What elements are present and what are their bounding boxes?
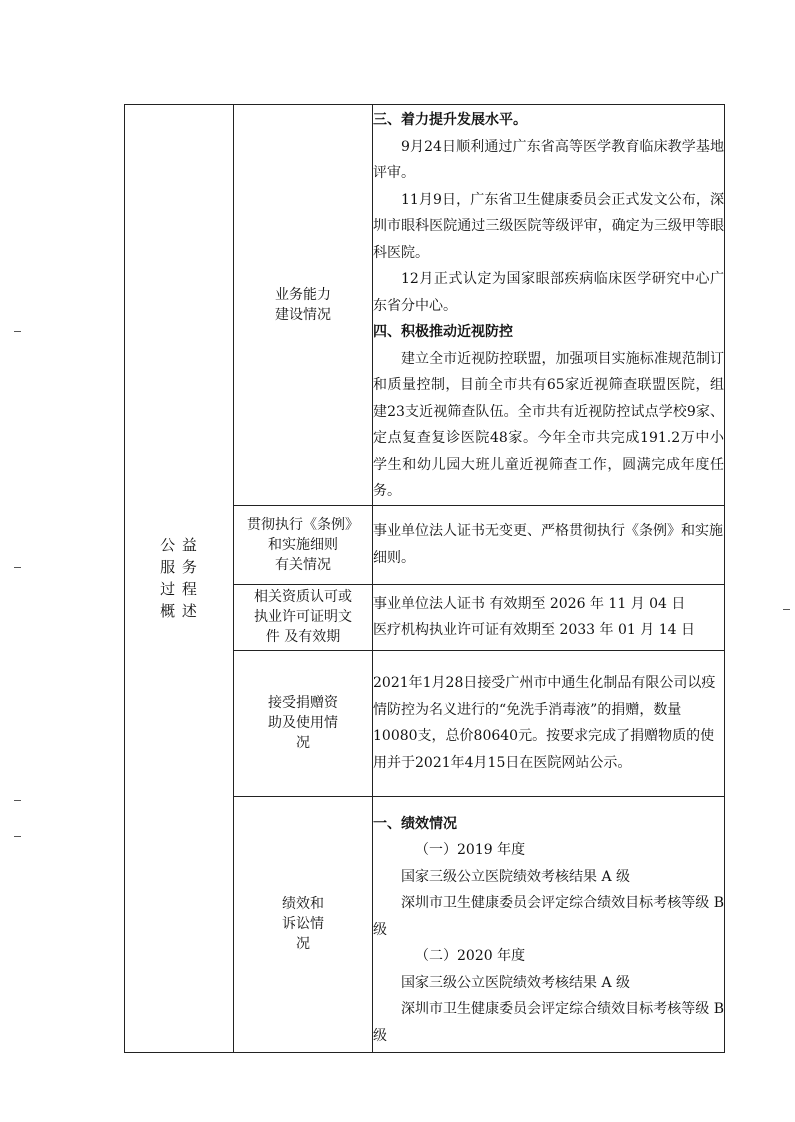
label-donation — [234, 650, 373, 796]
paragraph: 深圳市卫生健康委员会评定综合绩效目标考核等级 B 级 — [373, 895, 724, 938]
license-line: 事业单位法人证书 有效期至 2026 年 11 月 04 日 — [373, 595, 686, 612]
label-line: 执业许可证明文 — [254, 609, 352, 625]
label-line: 诉讼情 — [282, 916, 324, 932]
scan-mark — [14, 567, 21, 568]
paragraph: 9月24日顺利通过广东省高等医学教育临床教学基地评审。 — [373, 138, 724, 181]
paragraph: 国家三级公立医院绩效考核结果 A 级 — [401, 974, 631, 991]
scan-mark — [14, 800, 21, 801]
section-heading: 四、积极推动近视防控 — [373, 324, 513, 340]
label-line: 助及使用情 — [268, 715, 338, 731]
year-heading: （一）2019 年度 — [415, 842, 526, 859]
label-line: 绩效和 — [282, 896, 324, 912]
year-heading: （二）2020 年度 — [415, 948, 526, 965]
outer-label-line: 概 述 — [160, 602, 198, 621]
table-row-business-capacity — [125, 105, 725, 506]
label-line: 接受捐赠资 — [268, 695, 338, 711]
section-heading: 一、绩效情况 — [373, 815, 457, 832]
content-donation — [373, 650, 725, 796]
outer-label-public-service — [125, 105, 234, 1053]
label-regulation — [234, 505, 373, 584]
label-business-capacity — [234, 105, 373, 506]
label-line: 件 及有效期 — [265, 629, 341, 645]
label-line: 况 — [296, 936, 310, 952]
paragraph: 事业单位法人证书无变更、严格贯彻执行《条例》和实施细则。 — [373, 523, 723, 566]
section-heading: 三、着力提升发展水平。 — [373, 112, 527, 128]
content-license — [373, 584, 725, 650]
paragraph: 12月正式认定为国家眼部疾病临床医学研究中心广东省分中心。 — [373, 271, 724, 314]
outer-label-line: 公 益 — [160, 536, 198, 555]
scan-mark — [783, 609, 790, 610]
label-line: 建设情况 — [275, 306, 331, 323]
label-license — [234, 584, 373, 650]
label-line: 况 — [296, 735, 310, 751]
scan-mark — [14, 836, 21, 837]
outer-label-line: 过 程 — [160, 580, 198, 599]
license-line: 医疗机构执业许可证有效期至 2033 年 01 月 14 日 — [373, 622, 695, 638]
paragraph: 建立全市近视防控联盟，加强项目实施标准规范制订和质量控制，目前全市共有65家近视筛查联盟医院，组建23支近视筛查队伍。全市共有近视防控试点学校9家、定点复查复诊医院48家。今年全市共完成191.2万中小学生和幼儿园大班儿童近视筛查工作，圆满完成年度任务。 — [373, 350, 724, 499]
content-regulation — [373, 505, 725, 584]
label-line: 有关情况 — [275, 556, 331, 573]
paragraph: 11月9日，广东省卫生健康委员会正式发文公布，深圳市眼科医院通过三级医院等级评审，确定为三级甲等眼科医院。 — [373, 191, 724, 261]
label-line: 业务能力 — [275, 286, 331, 303]
label-performance — [234, 796, 373, 1052]
paragraph: 国家三级公立医院绩效考核结果 A 级 — [401, 868, 631, 885]
label-line: 贯彻执行《条例》 — [247, 516, 359, 533]
label-line: 相关资质认可或 — [254, 589, 352, 605]
public-service-table — [124, 104, 725, 1053]
content-performance — [373, 796, 725, 1052]
label-line: 和实施细则 — [268, 536, 338, 553]
outer-label-line: 服 务 — [160, 558, 198, 577]
paragraph: 2021年1月28日接受广州市中通生化制品有限公司以疫情防控为名义进行的“免洗手消毒液”的捐赠，数量10080支，总价80640元。按要求完成了捐赠物质的使用并于2021年4月15日在医院网站公示。 — [373, 675, 716, 771]
paragraph: 深圳市卫生健康委员会评定综合绩效目标考核等级 B 级 — [373, 1001, 724, 1044]
content-business-capacity — [373, 105, 725, 506]
scan-mark — [14, 331, 21, 332]
